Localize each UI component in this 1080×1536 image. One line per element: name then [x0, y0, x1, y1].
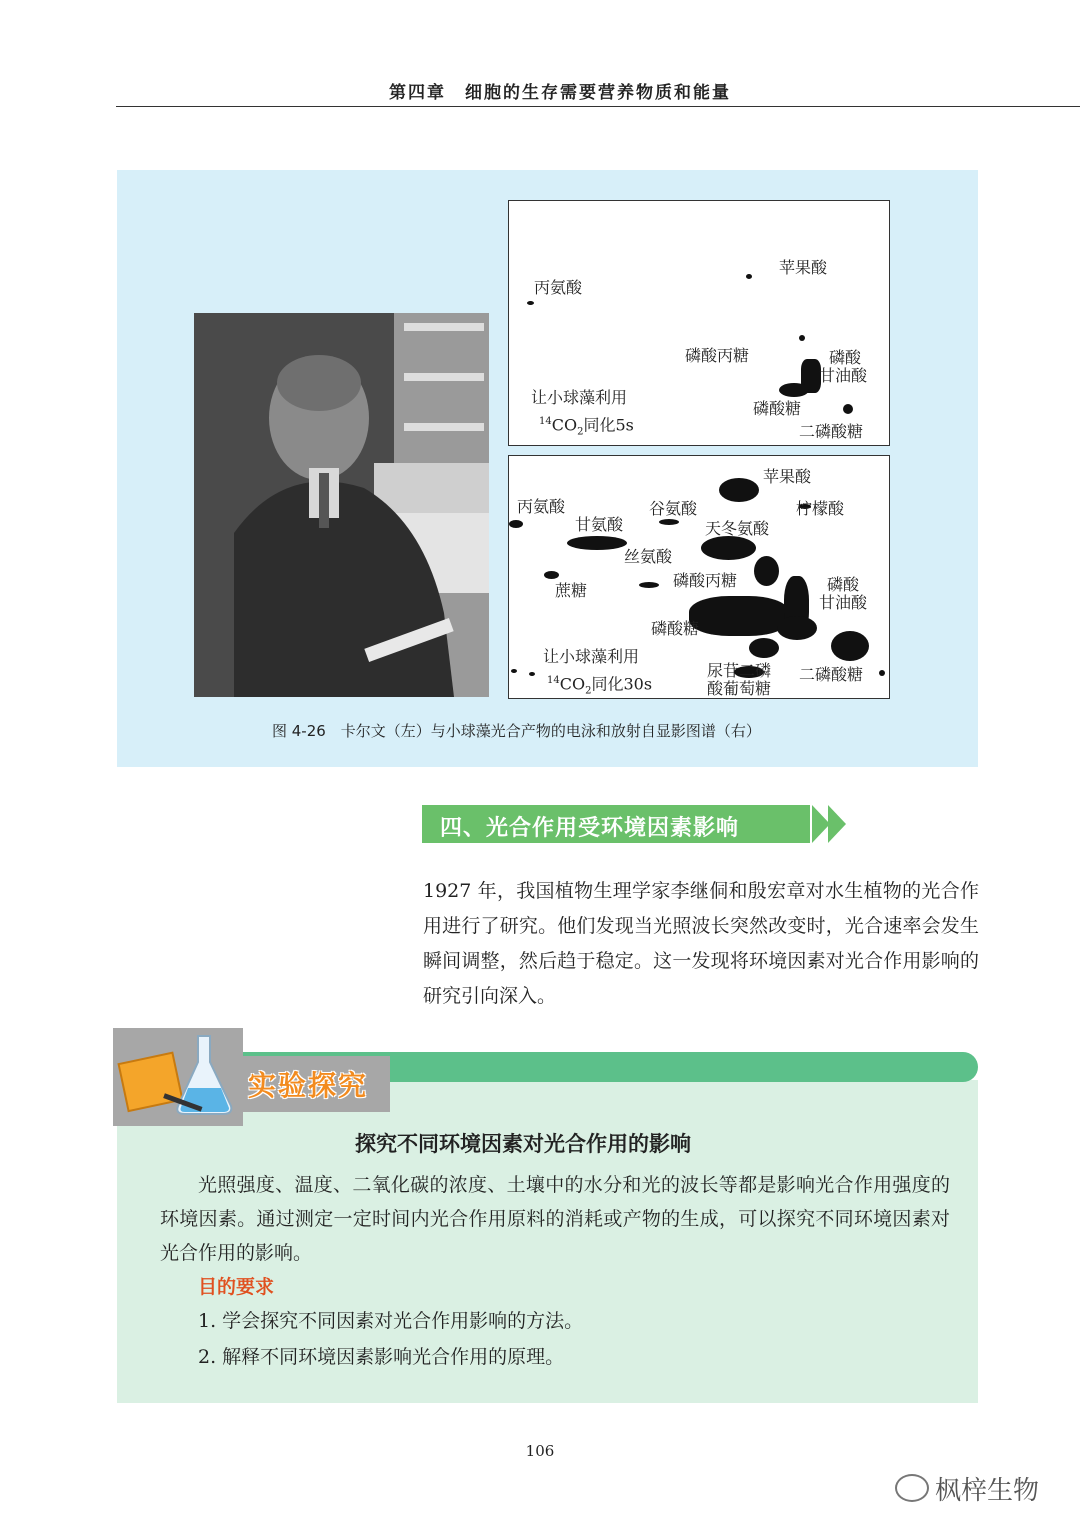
spot	[639, 582, 659, 588]
label-citric-acid: 柠檬酸	[796, 499, 845, 518]
chevron-right-icon	[828, 805, 846, 843]
spot	[567, 536, 627, 550]
lab-tab-label: 实验探究	[248, 1069, 369, 1102]
spot	[544, 571, 559, 579]
gel-map-30s	[508, 455, 890, 699]
watermark-text: 枫梓生物	[935, 1476, 1040, 1506]
spot	[879, 670, 885, 676]
label-sugar-phosphate: 磷酸糖	[651, 619, 700, 638]
figure-caption: 图 4-26 卡尔文（左）与小球藻光合产物的电泳和放射自显影图谱（右）	[272, 722, 761, 740]
spot	[689, 596, 789, 636]
label-udp-glucose-2: 酸葡萄糖	[707, 679, 772, 698]
label-glutamic-acid: 谷氨酸	[649, 499, 698, 518]
spot	[719, 478, 759, 502]
label-serine: 丝氨酸	[624, 547, 673, 566]
label-sugar-diphosphate: 二磷酸糖	[799, 665, 864, 684]
spot	[777, 616, 817, 640]
label-glyceric-acid: 甘油酸	[819, 366, 868, 385]
label-aspartic-acid: 天冬氨酸	[705, 519, 770, 538]
calvin-photo	[194, 313, 489, 697]
label-triose-phosphate: 磷酸丙糖	[673, 571, 738, 590]
lab-title: 探究不同环境因素对光合作用的影响	[355, 1132, 691, 1156]
figure-box	[117, 170, 978, 767]
label-alanine: 丙氨酸	[517, 497, 566, 516]
spot	[749, 638, 779, 658]
spot	[527, 301, 534, 305]
spot	[511, 669, 517, 673]
gel-map-5s	[508, 200, 890, 446]
spot	[746, 274, 752, 279]
chapter-title: 第四章 细胞的生存需要营养物质和能量	[389, 83, 731, 103]
label-phospho: 磷酸	[827, 575, 860, 594]
section-title: 四、光合作用受环境因素影响	[440, 816, 740, 841]
label-sugar-diphosphate: 二磷酸糖	[799, 422, 864, 441]
spot	[754, 556, 779, 586]
lab-subheading: 目的要求	[198, 1276, 275, 1298]
label-malic-acid: 苹果酸	[763, 467, 812, 486]
spot	[509, 520, 523, 528]
label-triose-phosphate: 磷酸丙糖	[685, 346, 750, 365]
label-udp-glucose-1: 尿苷二磷	[707, 661, 772, 680]
note-line2: $^{14}CO_2$同化30s	[547, 674, 653, 697]
section-banner	[422, 805, 810, 843]
note-line1: 让小球藻利用	[543, 647, 640, 666]
lab-paragraph: 光照强度、温度、二氧化碳的浓度、土壤中的水分和光的波长等都是影响光合作用强度的环境因素。通过测定一定时间内光合作用原料的消耗或产物的生成，可以探究不同环境因素对光合作用的影响。	[160, 1174, 950, 1264]
spot	[659, 519, 679, 525]
lab-item: 1. 学会探究不同因素对光合作用影响的方法。	[198, 1310, 584, 1332]
header-rule	[116, 106, 1080, 107]
note-line2: $^{14}CO_2$同化5s	[539, 415, 634, 438]
spot	[843, 404, 853, 414]
spot	[701, 536, 756, 560]
chapter-header	[0, 70, 1080, 110]
spot	[799, 335, 805, 341]
label-phospho: 磷酸	[829, 348, 862, 367]
page-number: 106	[525, 1442, 555, 1460]
label-sugar-phosphate: 磷酸糖	[753, 399, 802, 418]
label-glyceric-acid: 甘油酸	[819, 593, 868, 612]
label-glycine: 甘氨酸	[575, 515, 624, 534]
spot	[831, 631, 869, 661]
lab-tab	[240, 1056, 390, 1112]
flask-icon	[113, 1028, 243, 1126]
label-sucrose: 蔗糖	[555, 581, 588, 600]
spot	[529, 672, 535, 676]
section-paragraph: 1927 年，我国植物生理学家李继侗和殷宏章对水生植物的光合作用进行了研究。他们发现当光照波长突然改变时，光合速率会发生瞬间调整，然后趋于稳定。这一发现将环境因素对光合作用影响的研究引向深入。	[423, 880, 979, 1007]
lab-item: 2. 解释不同环境因素影响光合作用的原理。	[198, 1346, 565, 1368]
label-alanine: 丙氨酸	[534, 278, 583, 297]
label-malic-acid: 苹果酸	[779, 258, 828, 277]
spot	[779, 383, 809, 397]
chat-icon	[895, 1474, 929, 1502]
note-line1: 让小球藻利用	[531, 388, 628, 407]
